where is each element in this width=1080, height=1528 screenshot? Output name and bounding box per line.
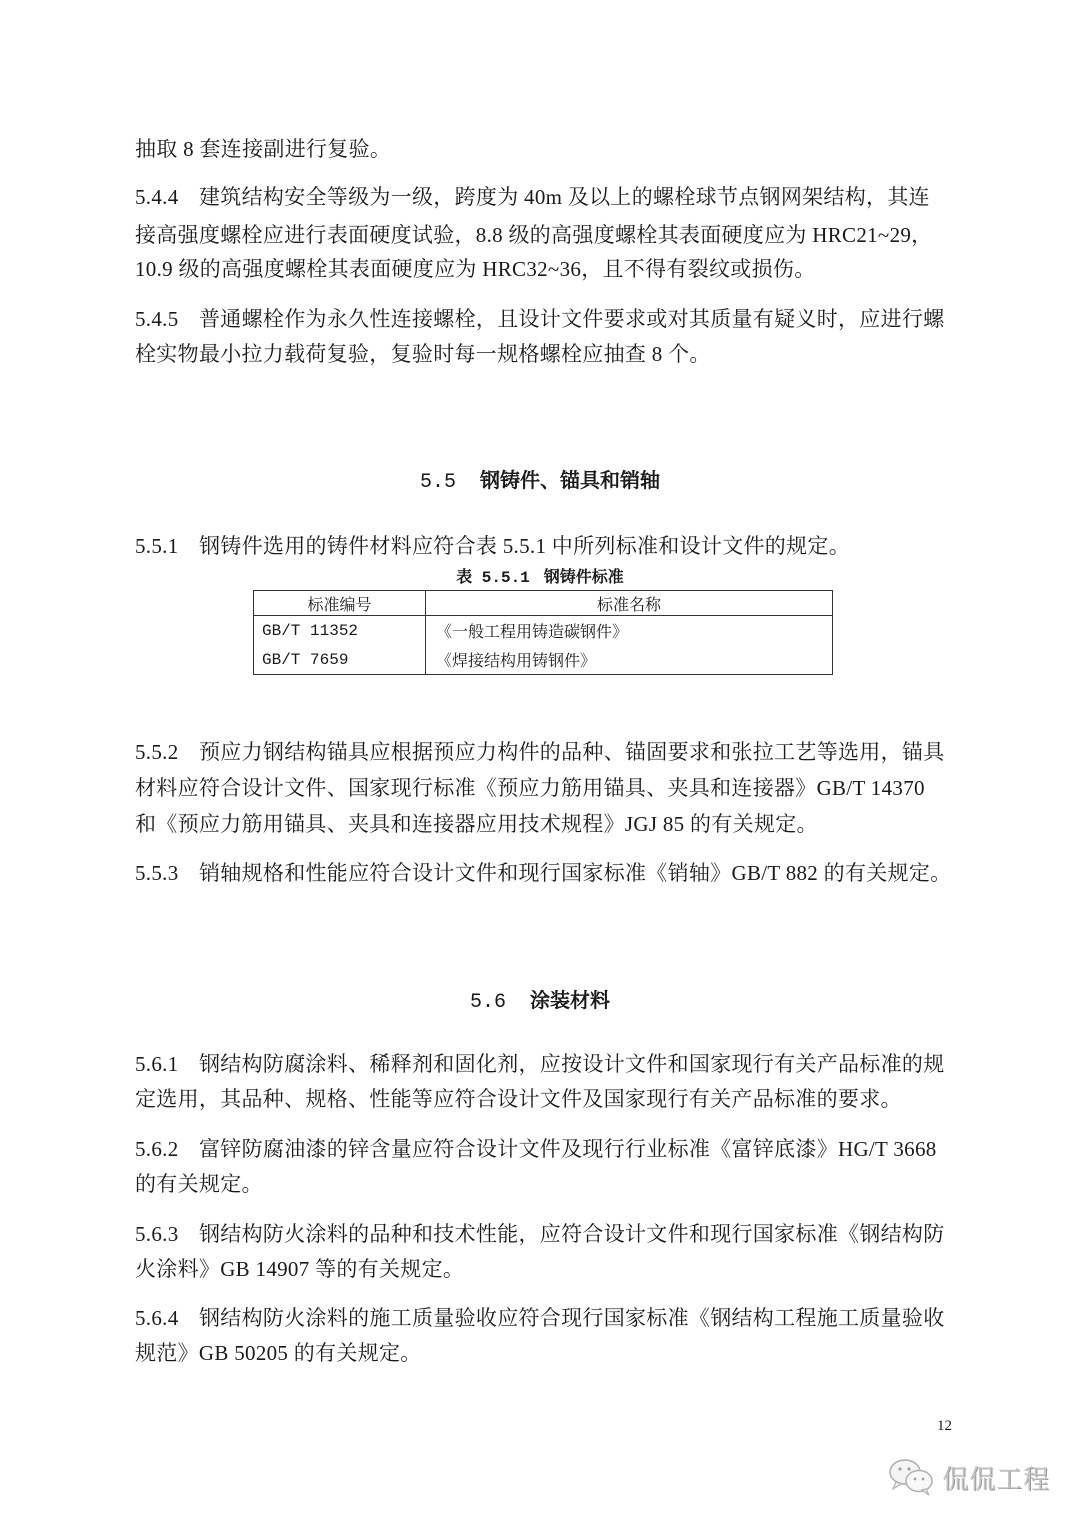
- clause-5-6-1-line-2: 定选用，其品种、规格、性能等应符合设计文件及国家现行有关产品标准的要求。: [135, 1087, 902, 1111]
- wechat-icon: [888, 1458, 934, 1496]
- clause-5-6-3-line-1: [135, 1222, 945, 1246]
- table-row: [254, 645, 833, 675]
- section-heading-5-6: [0, 988, 1080, 1015]
- clause-number: 5.6.1: [135, 1052, 179, 1076]
- standard-name-cell: 《一般工程用铸造碳钢件》: [436, 622, 629, 641]
- header-standard-name: 标准名称: [426, 591, 833, 616]
- steel-casting-standards-table: [253, 590, 833, 675]
- clause-text: 普通螺栓作为永久性连接螺栓，且设计文件要求或对其质量有疑义时，应进行螺: [199, 307, 945, 331]
- clause-5-6-1-line-1: [135, 1052, 945, 1076]
- clause-number: 5.5.2: [135, 740, 179, 764]
- clause-5-4-4-line-3: 10.9 级的高强度螺栓其表面硬度应为 HRC32~36，且不得有裂纹或损伤。: [135, 257, 816, 281]
- clause-number: 5.5.3: [135, 861, 179, 885]
- clause-5-6-4-line-2: 规范》GB 50205 的有关规定。: [135, 1341, 422, 1365]
- clause-number: 5.6.3: [135, 1222, 179, 1246]
- page-number: 12: [937, 1418, 952, 1434]
- section-number: 5.6: [469, 991, 506, 1014]
- table-title: 钢铸件标准: [543, 567, 624, 586]
- clause-5-4-5-line-1: [135, 307, 945, 331]
- clause-5-6-2-line-1: [135, 1137, 937, 1161]
- continuation-text: 抽取 8 套连接副进行复验。: [135, 137, 392, 161]
- section-number: 5.5: [419, 471, 456, 494]
- clause-text: 建筑结构安全等级为一级，跨度为 40m 及以上的螺栓球节点钢网架结构，其连: [199, 185, 930, 209]
- section-title: 钢铸件、锚具和销轴: [480, 468, 660, 492]
- clause-5-6-3-line-2: 火涂料》GB 14907 等的有关规定。: [135, 1257, 465, 1281]
- header-standard-code: 标准编号: [254, 591, 426, 616]
- clause-text: 预应力钢结构锚具应根据预应力构件的品种、锚固要求和张拉工艺等选用，锚具: [199, 740, 945, 764]
- clause-5-5-2-line-2: 材料应符合设计文件、国家现行标准《预应力筋用锚具、夹具和连接器》GB/T 14370: [135, 776, 925, 800]
- watermark-text: 侃侃工程: [942, 1464, 1051, 1495]
- clause-5-5-3-line-1: [135, 861, 951, 885]
- clause-5-5-2-line-3: 和《预应力筋用锚具、夹具和连接器应用技术规程》JGJ 85 的有关规定。: [135, 812, 818, 836]
- clause-text: 钢铸件选用的铸件材料应符合表 5.5.1 中所列标准和设计文件的规定。: [199, 534, 850, 558]
- clause-number: 5.5.1: [135, 534, 179, 558]
- table-header-row: [254, 591, 833, 616]
- clause-text: 富锌防腐油漆的锌含量应符合设计文件及现行行业标准《富锌底漆》HG/T 3668: [199, 1137, 937, 1161]
- clause-text: 钢结构防火涂料的品种和技术性能，应符合设计文件和现行国家标准《钢结构防: [199, 1222, 945, 1246]
- watermark: [888, 1458, 1050, 1496]
- clause-text: 钢结构防火涂料的施工质量验收应符合现行国家标准《钢结构工程施工质量验收: [199, 1306, 945, 1330]
- clause-number: 5.4.5: [135, 307, 179, 331]
- standard-name-cell: 《焊接结构用铸钢件》: [436, 651, 597, 670]
- clause-5-5-1-line-1: [135, 534, 850, 558]
- table-number: 表 5.5.1: [456, 569, 530, 587]
- clause-5-4-5-line-2: 栓实物最小拉力载荷复验，复验时每一规格螺栓应抽查 8 个。: [135, 342, 711, 366]
- clause-text: 钢结构防腐涂料、稀释剂和固化剂，应按设计文件和国家现行有关产品标准的规: [199, 1052, 945, 1076]
- clause-5-6-2-line-2: 的有关规定。: [135, 1172, 263, 1196]
- standard-code-cell: GB/T 7659: [254, 645, 426, 675]
- clause-5-6-4-line-1: [135, 1306, 945, 1330]
- clause-text: 销轴规格和性能应符合设计文件和现行国家标准《销轴》GB/T 882 的有关规定。: [199, 861, 952, 885]
- clause-number: 5.6.2: [135, 1137, 179, 1161]
- clause-5-4-4-line-2: 接高强度螺栓应进行表面硬度试验，8.8 级的高强度螺栓其表面硬度应为 HRC21~29，: [135, 223, 933, 247]
- table-row: [254, 616, 833, 646]
- standard-code-cell: GB/T 11352: [254, 616, 426, 646]
- table-caption: [0, 567, 1080, 588]
- clause-5-5-2-line-1: [135, 740, 945, 764]
- clause-number: 5.4.4: [135, 185, 179, 209]
- clause-number: 5.6.4: [135, 1306, 179, 1330]
- section-title: 涂装材料: [530, 988, 610, 1012]
- section-heading-5-5: [0, 468, 1080, 495]
- clause-5-4-4-line-1: [135, 185, 930, 209]
